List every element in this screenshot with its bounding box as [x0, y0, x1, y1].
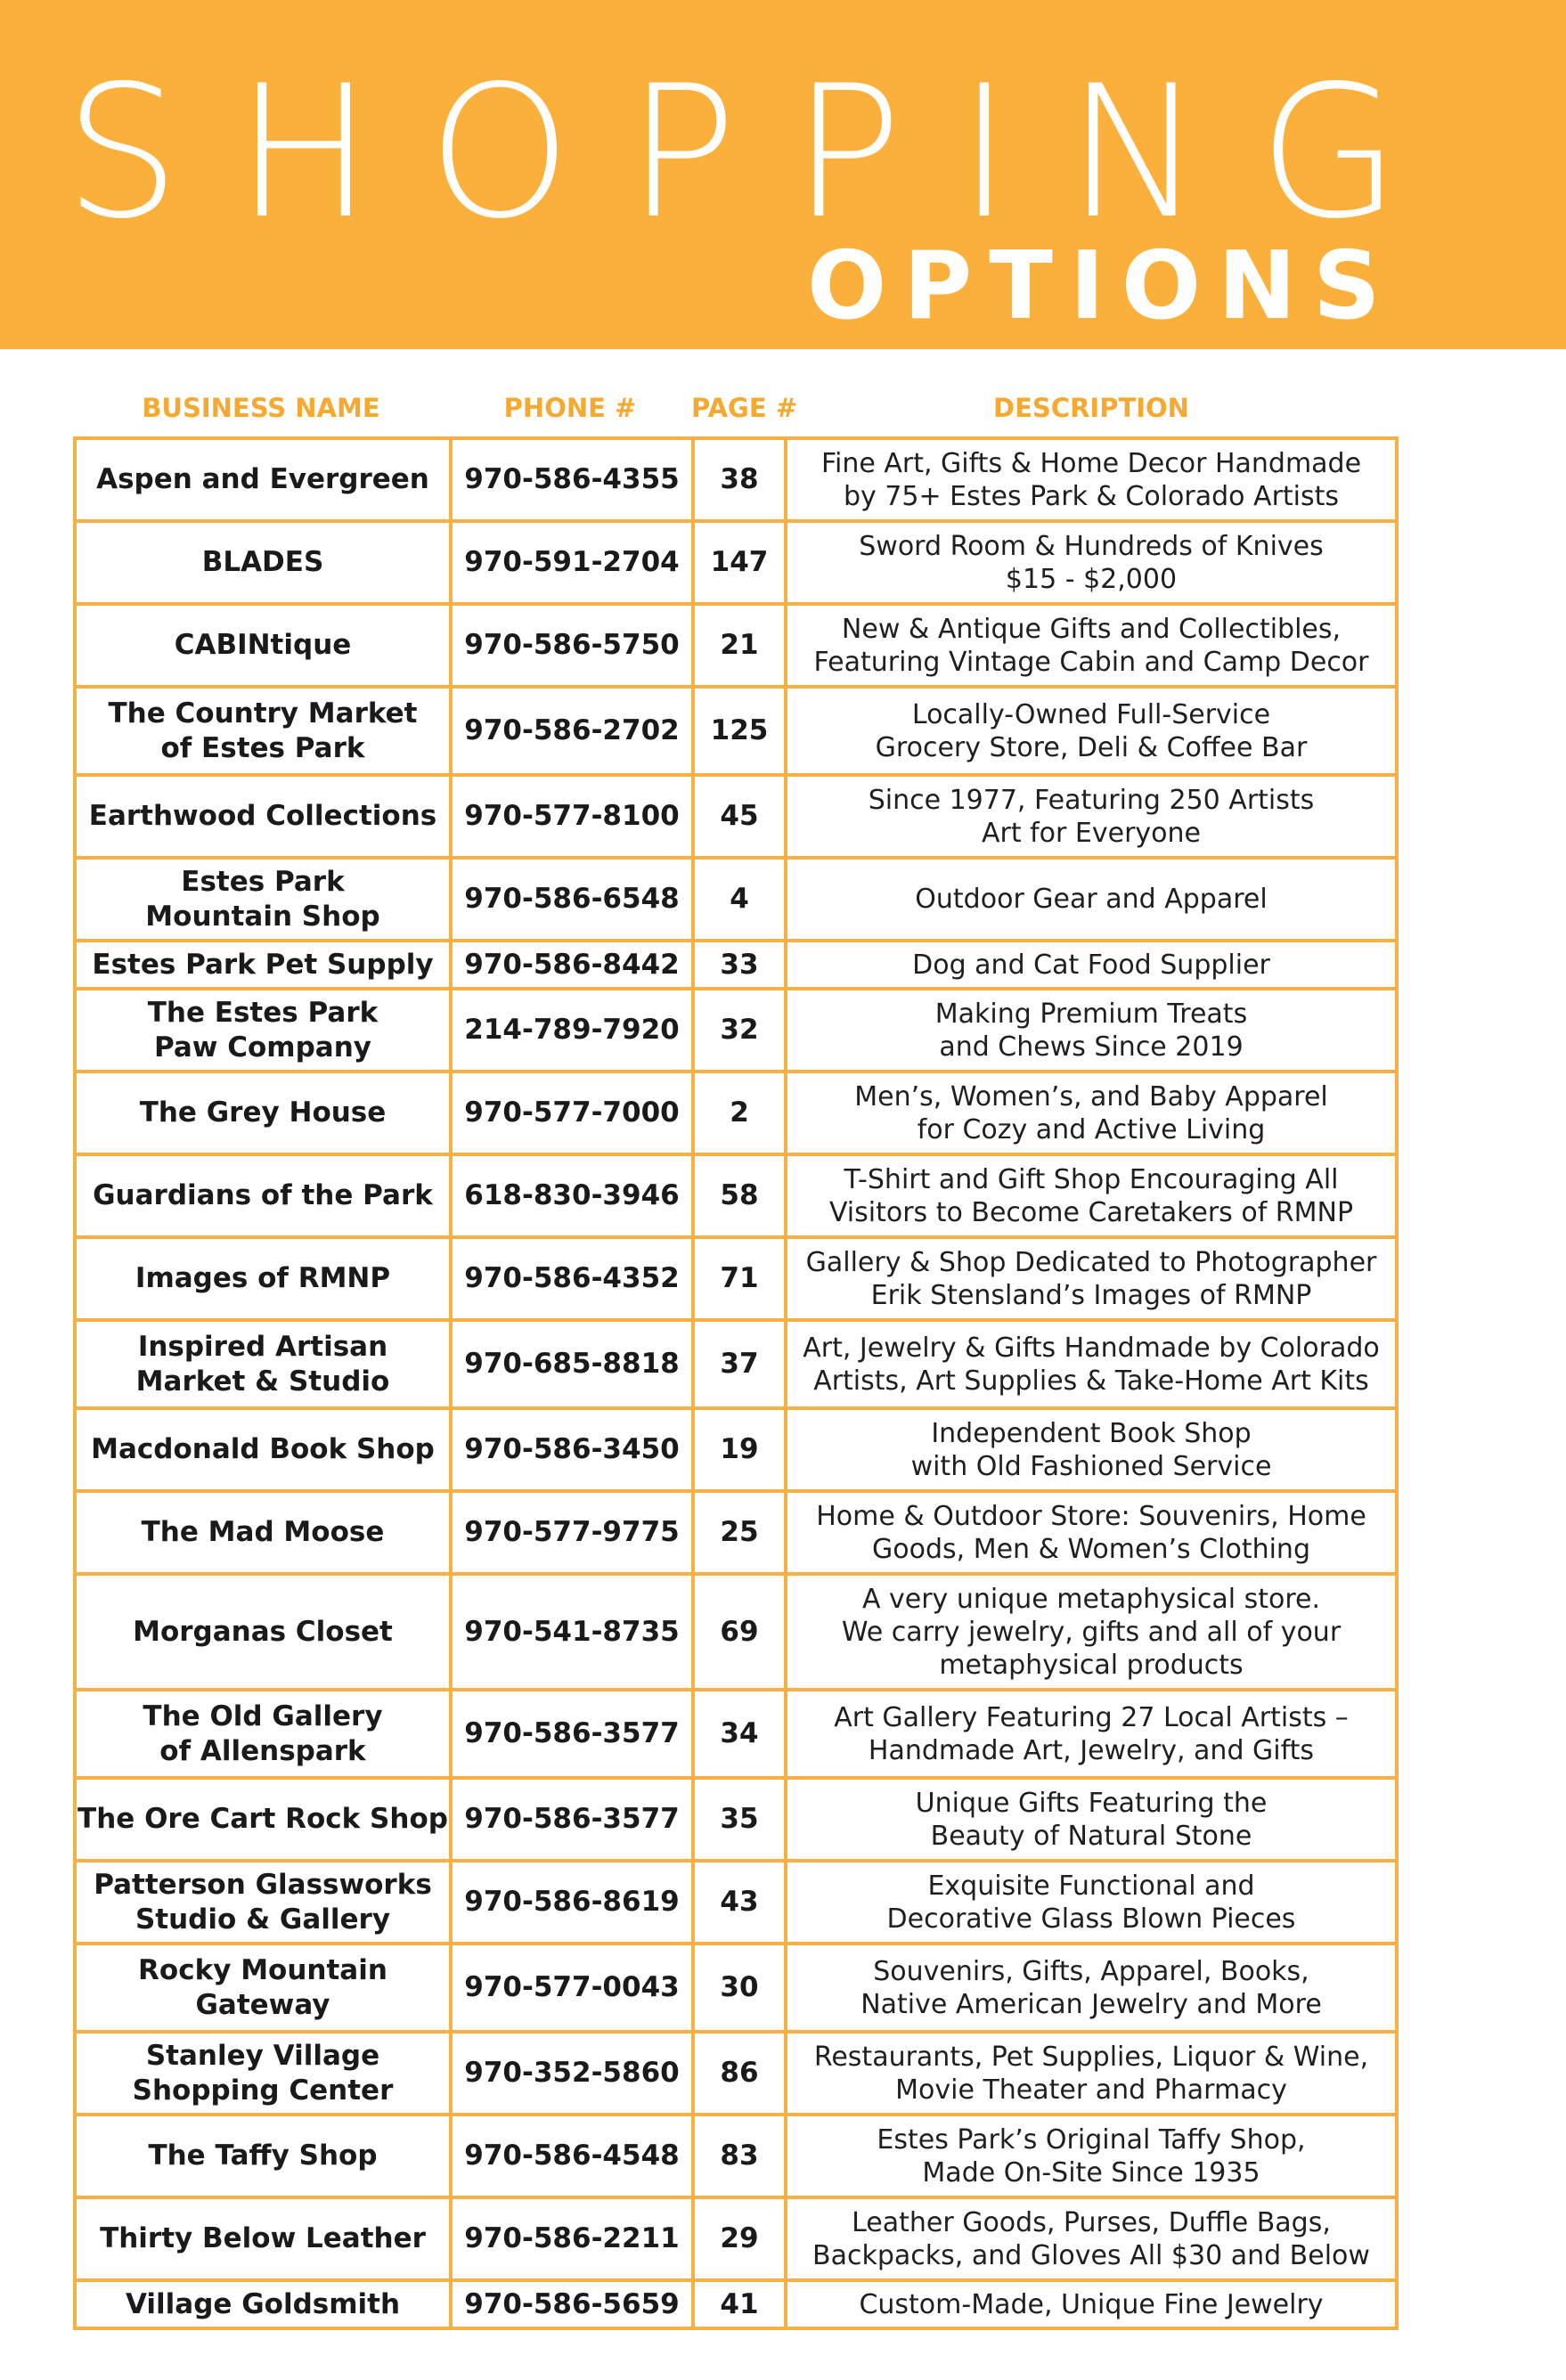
business-name: BLADES — [77, 523, 453, 606]
phone-number: 970-577-0043 — [453, 1945, 695, 2034]
phone-number: 970-591-2704 — [453, 523, 695, 606]
business-name: Macdonald Book Shop — [77, 1410, 453, 1493]
business-name: Earthwood Collections — [77, 777, 453, 860]
page-number: 83 — [695, 2116, 787, 2199]
phone-number: 970-352-5860 — [453, 2034, 695, 2116]
table-row — [77, 1691, 1399, 1780]
business-description: Art Gallery Featuring 27 Local Artists – Handmade Art, Jewelry, and Gifts — [787, 1691, 1399, 1780]
page-number: 33 — [695, 942, 787, 990]
column-header-page: PAGE # — [691, 393, 798, 423]
business-description: Outdoor Gear and Apparel — [787, 860, 1399, 942]
page-number: 30 — [695, 1945, 787, 2034]
table-row — [77, 942, 1399, 990]
page-number: 35 — [695, 1780, 787, 1862]
phone-number: 970-586-3577 — [453, 1780, 695, 1862]
table-row — [77, 1239, 1399, 1322]
business-description: Fine Art, Gifts & Home Decor Handmade by 75+ Estes Park & Colorado Artists — [787, 440, 1399, 523]
business-name: Rocky Mountain Gateway — [77, 1945, 453, 2034]
business-description: Exquisite Functional and Decorative Glass Blown Pieces — [787, 1862, 1399, 1945]
phone-number: 970-586-8619 — [453, 1862, 695, 1945]
table-row — [77, 606, 1399, 689]
table-row — [77, 1493, 1399, 1576]
business-name: CABINtique — [77, 606, 453, 689]
business-name: Stanley Village Shopping Center — [77, 2034, 453, 2116]
business-description: Making Premium Treats and Chews Since 2019 — [787, 990, 1399, 1073]
business-name: The Old Gallery of Allenspark — [77, 1691, 453, 1780]
business-description: Gallery & Shop Dedicated to Photographer Erik Stensland’s Images of RMNP — [787, 1239, 1399, 1322]
table-row — [77, 860, 1399, 942]
business-description: A very unique metaphysical store. We carry jewelry, gifts and all of your metaphysical products — [787, 1576, 1399, 1691]
business-name: Guardians of the Park — [77, 1156, 453, 1239]
page-subtitle: OPTIONS — [807, 232, 1398, 340]
phone-number: 618-830-3946 — [453, 1156, 695, 1239]
phone-number: 970-586-3450 — [453, 1410, 695, 1493]
business-name: The Taffy Shop — [77, 2116, 453, 2199]
business-name: Estes Park Mountain Shop — [77, 860, 453, 942]
phone-number: 970-586-3577 — [453, 1691, 695, 1780]
table-row — [77, 1862, 1399, 1945]
table-row — [77, 1156, 1399, 1239]
column-header-description: DESCRIPTION — [993, 393, 1189, 423]
business-description: Art, Jewelry & Gifts Handmade by Colorado Artists, Art Supplies & Take-Home Art Kits — [787, 1322, 1399, 1410]
phone-number: 970-577-7000 — [453, 1073, 695, 1156]
table-row — [77, 2282, 1399, 2330]
business-name: The Country Market of Estes Park — [77, 689, 453, 777]
phone-number: 970-541-8735 — [453, 1576, 695, 1691]
table-row — [77, 777, 1399, 860]
table-row — [77, 2034, 1399, 2116]
business-description: Independent Book Shop with Old Fashioned Service — [787, 1410, 1399, 1493]
phone-number: 970-586-8442 — [453, 942, 695, 990]
page-number: 2 — [695, 1073, 787, 1156]
business-name: Images of RMNP — [77, 1239, 453, 1322]
title-banner — [0, 0, 1566, 349]
business-name: Estes Park Pet Supply — [77, 942, 453, 990]
page-number: 34 — [695, 1691, 787, 1780]
business-description: T-Shirt and Gift Shop Encouraging All Visitors to Become Caretakers of RMNP — [787, 1156, 1399, 1239]
phone-number: 970-586-2211 — [453, 2199, 695, 2282]
business-name: Thirty Below Leather — [77, 2199, 453, 2282]
business-description: Since 1977, Featuring 250 Artists Art for Everyone — [787, 777, 1399, 860]
business-name: Village Goldsmith — [77, 2282, 453, 2330]
table-row — [77, 1410, 1399, 1493]
business-description: Custom-Made, Unique Fine Jewelry — [787, 2282, 1399, 2330]
page-number: 25 — [695, 1493, 787, 1576]
business-name: Inspired Artisan Market & Studio — [77, 1322, 453, 1410]
phone-number: 214-789-7920 — [453, 990, 695, 1073]
business-description: Unique Gifts Featuring the Beauty of Natural Stone — [787, 1780, 1399, 1862]
business-description: Men’s, Women’s, and Baby Apparel for Cozy and Active Living — [787, 1073, 1399, 1156]
page-number: 37 — [695, 1322, 787, 1410]
table-row — [77, 1073, 1399, 1156]
phone-number: 970-577-9775 — [453, 1493, 695, 1576]
business-description: Estes Park’s Original Taffy Shop, Made On-Site Since 1935 — [787, 2116, 1399, 2199]
page-number: 86 — [695, 2034, 787, 2116]
business-description: Locally-Owned Full-Service Grocery Store, Deli & Coffee Bar — [787, 689, 1399, 777]
phone-number: 970-685-8818 — [453, 1322, 695, 1410]
page-title: SHOPPING — [64, 47, 1456, 259]
page-number: 38 — [695, 440, 787, 523]
page-number: 41 — [695, 2282, 787, 2330]
business-description: New & Antique Gifts and Collectibles, Featuring Vintage Cabin and Camp Decor — [787, 606, 1399, 689]
page-number: 45 — [695, 777, 787, 860]
business-table — [73, 436, 1399, 2330]
table-row — [77, 990, 1399, 1073]
table-row — [77, 2199, 1399, 2282]
table-row — [77, 440, 1399, 523]
page-number: 69 — [695, 1576, 787, 1691]
phone-number: 970-577-8100 — [453, 777, 695, 860]
column-header-business-name: BUSINESS NAME — [142, 393, 380, 423]
business-name: The Estes Park Paw Company — [77, 990, 453, 1073]
page-number: 43 — [695, 1862, 787, 1945]
business-description: Souvenirs, Gifts, Apparel, Books, Native American Jewelry and More — [787, 1945, 1399, 2034]
business-description: Home & Outdoor Store: Souvenirs, Home Goods, Men & Women’s Clothing — [787, 1493, 1399, 1576]
phone-number: 970-586-5659 — [453, 2282, 695, 2330]
column-header-phone: PHONE # — [503, 393, 637, 423]
business-description: Dog and Cat Food Supplier — [787, 942, 1399, 990]
phone-number: 970-586-2702 — [453, 689, 695, 777]
business-name: Aspen and Evergreen — [77, 440, 453, 523]
business-name: The Ore Cart Rock Shop — [77, 1780, 453, 1862]
phone-number: 970-586-6548 — [453, 860, 695, 942]
table-row — [77, 1576, 1399, 1691]
page-number: 19 — [695, 1410, 787, 1493]
page-number: 4 — [695, 860, 787, 942]
phone-number: 970-586-5750 — [453, 606, 695, 689]
business-name: Patterson Glassworks Studio & Gallery — [77, 1862, 453, 1945]
business-description: Sword Room & Hundreds of Knives $15 - $2,000 — [787, 523, 1399, 606]
page-number: 125 — [695, 689, 787, 777]
table-row — [77, 523, 1399, 606]
page-number: 58 — [695, 1156, 787, 1239]
page-number: 21 — [695, 606, 787, 689]
table-row — [77, 1945, 1399, 2034]
page-number: 32 — [695, 990, 787, 1073]
table-row — [77, 1780, 1399, 1862]
business-name: Morganas Closet — [77, 1576, 453, 1691]
table-row — [77, 2116, 1399, 2199]
page-number: 147 — [695, 523, 787, 606]
phone-number: 970-586-4352 — [453, 1239, 695, 1322]
business-name: The Mad Moose — [77, 1493, 453, 1576]
table-row — [77, 1322, 1399, 1410]
table-row — [77, 689, 1399, 777]
business-description: Restaurants, Pet Supplies, Liquor & Wine, Movie Theater and Pharmacy — [787, 2034, 1399, 2116]
page-number: 29 — [695, 2199, 787, 2282]
business-name: The Grey House — [77, 1073, 453, 1156]
phone-number: 970-586-4548 — [453, 2116, 695, 2199]
business-description: Leather Goods, Purses, Duffle Bags, Backpacks, and Gloves All $30 and Below — [787, 2199, 1399, 2282]
page-number: 71 — [695, 1239, 787, 1322]
phone-number: 970-586-4355 — [453, 440, 695, 523]
table-header — [73, 388, 1399, 428]
